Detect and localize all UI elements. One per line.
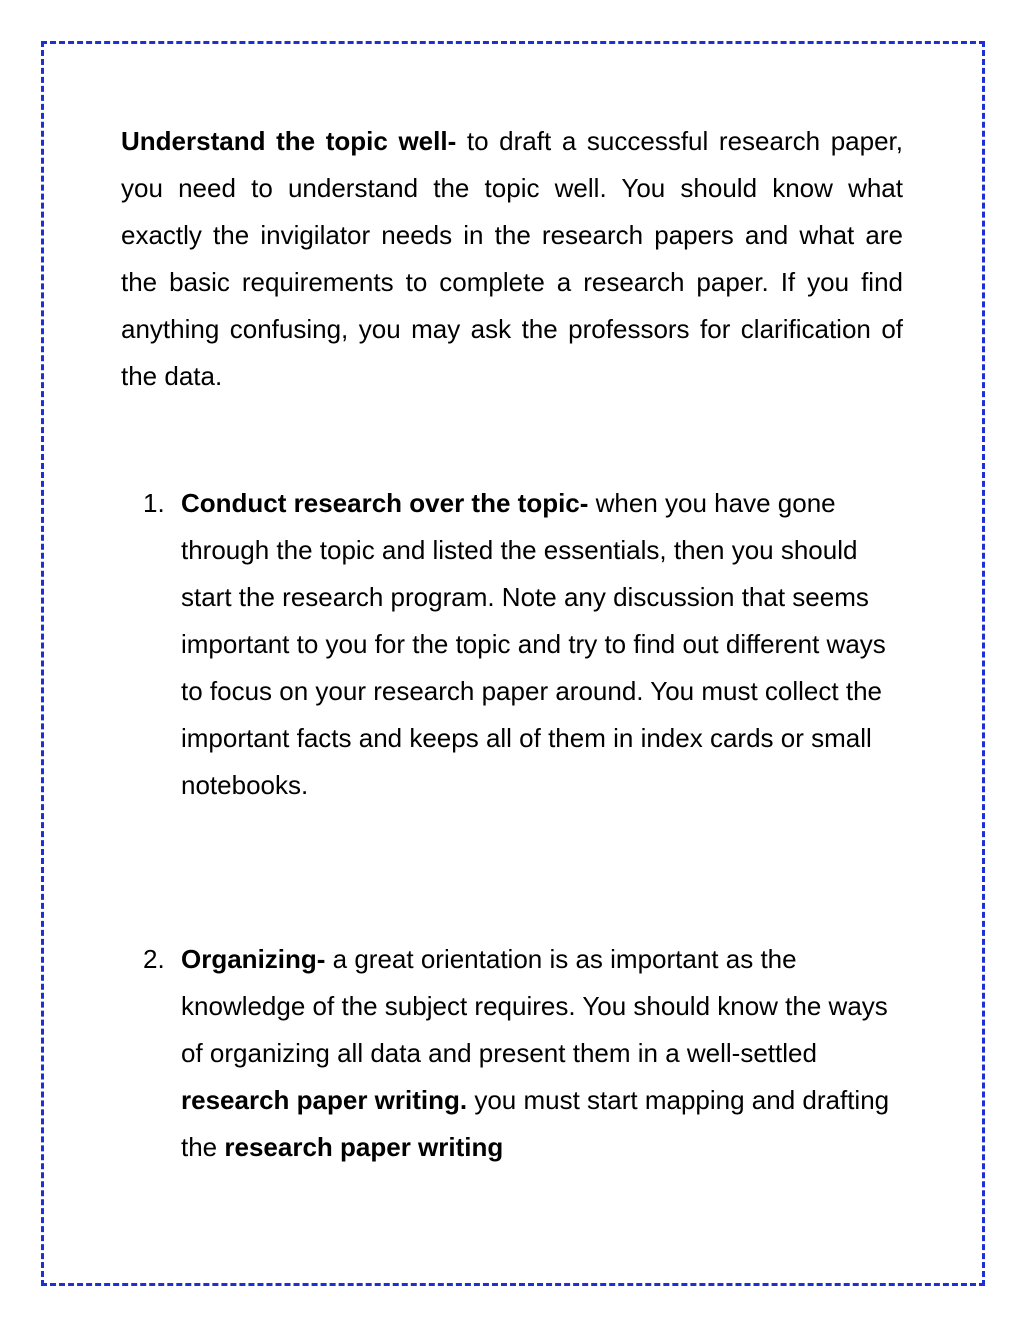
list-item-bold-phrase: research paper writing [224, 1132, 504, 1162]
list-item-heading: Organizing- [181, 944, 326, 974]
intro-body: to draft a successful research paper, you need to understand the topic well. You should know what exactly the invigilator needs in the research papers and what are the basic requirements to complete a research paper. If you find anything confusing, you may ask the professors for clarification of the data. [121, 126, 903, 391]
list-item-number: 1. [143, 488, 165, 518]
list-item-body: when you have gone through the topic and listed the essentials, then you should start the research program. Note any discussion that seems important to you for the topic and try to find out different ways to focus on your research paper around. You must collect the important facts and keeps all of them in index cards or small notebooks. [181, 488, 886, 800]
intro-paragraph [121, 118, 903, 400]
list-item [143, 480, 903, 809]
list-item-body: a great orientation is as important as the knowledge of the subject requires. You should know the ways of organizing all data and present them in a well-settled [181, 944, 888, 1068]
list-item-text [181, 936, 903, 1171]
intro-heading: Understand the topic well- [121, 126, 457, 156]
list-item-heading: Conduct research over the topic- [181, 488, 589, 518]
list-item-body: you must start mapping and drafting the [181, 1085, 890, 1162]
list-item [143, 936, 903, 1171]
list-item-number: 2. [143, 944, 165, 974]
list-item-bold-phrase: research paper writing. [181, 1085, 468, 1115]
list-item-text [181, 480, 903, 809]
